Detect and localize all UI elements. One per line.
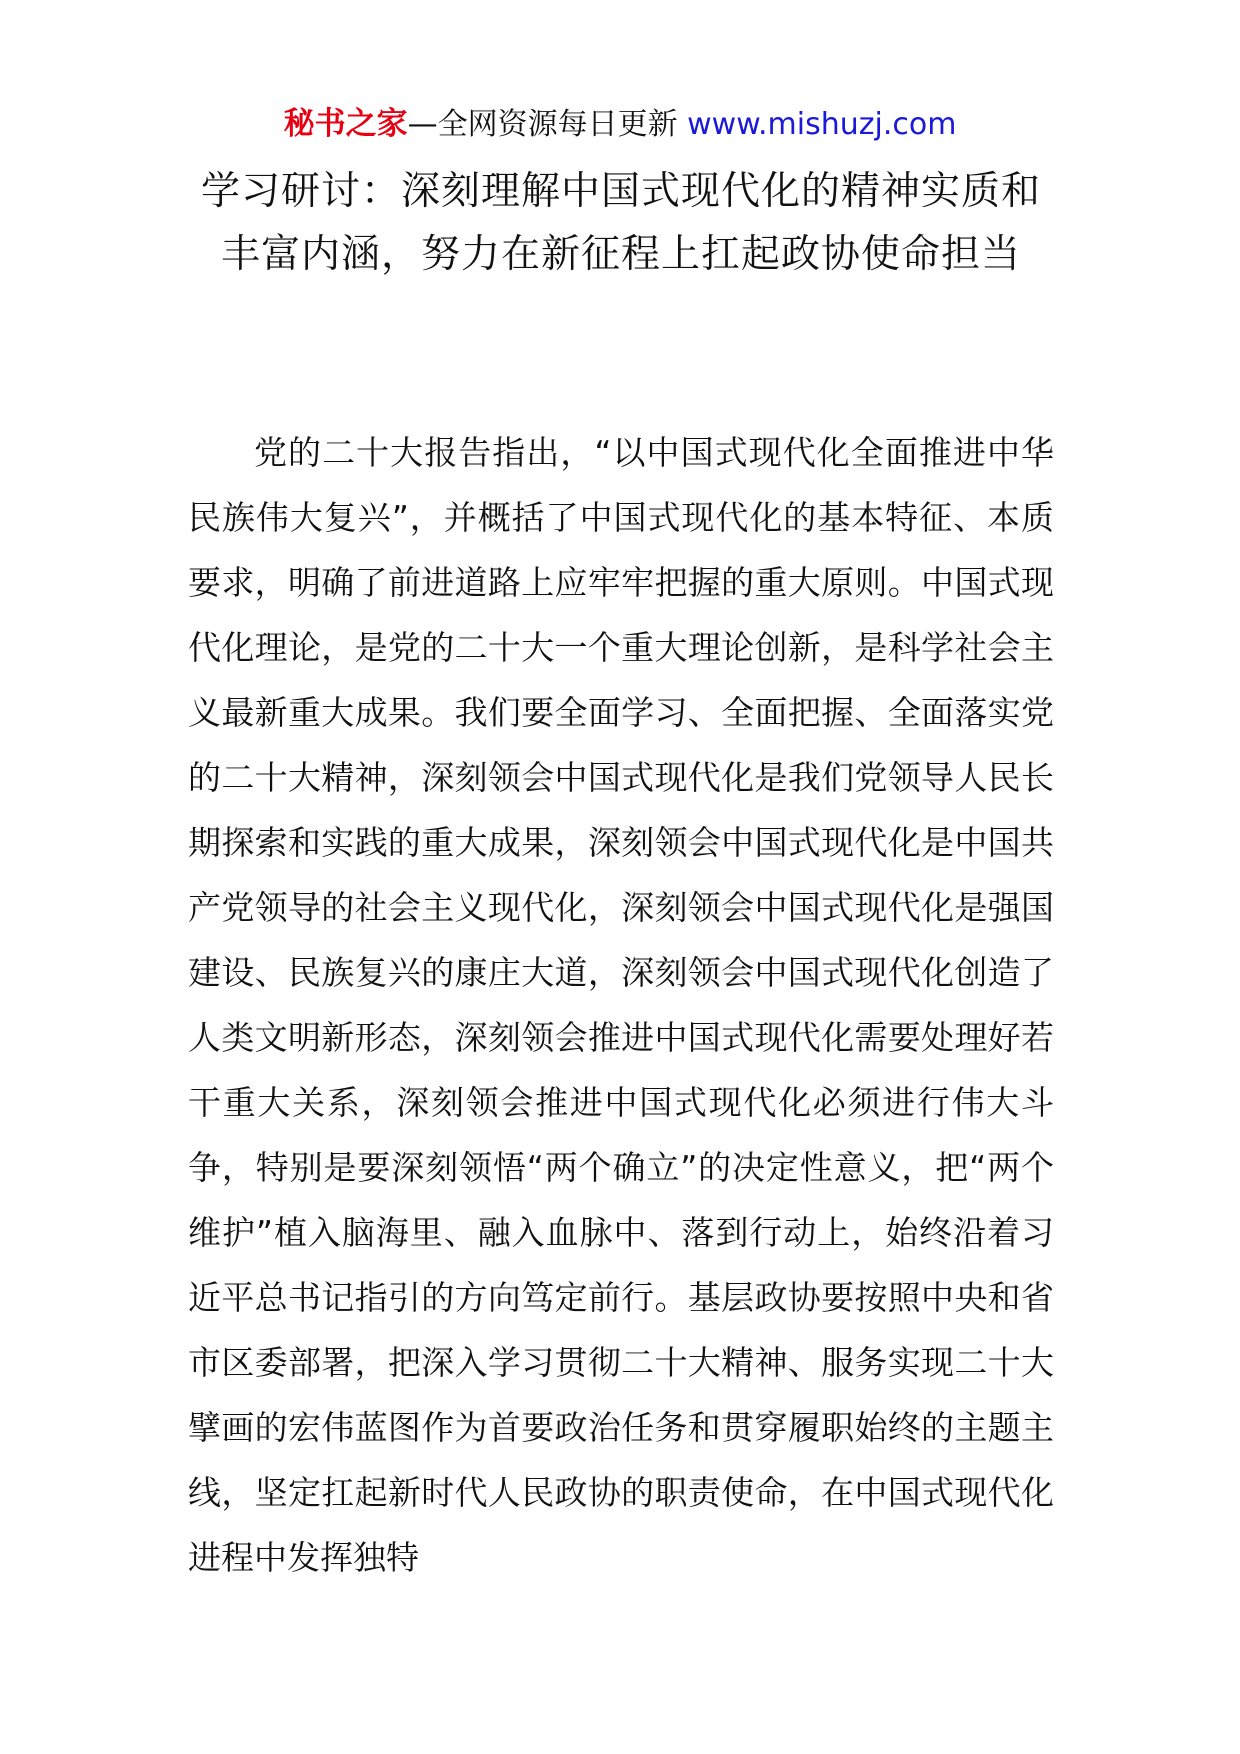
site-header bbox=[0, 100, 1240, 149]
brand-name: 秘书之家 bbox=[283, 106, 408, 142]
header-slogan: —全网资源每日更新 bbox=[407, 107, 688, 142]
body-paragraph: 党的二十大报告指出，“以中国式现代化全面推进中华民族伟大复兴”，并概括了中国式现代化的基本特征、本质要求，明确了前进道路上应牢牢把握的重大原则。中国式现代化理论，是党的二十大一个重大理论创新，是科学社会主义最新重大成果。我们要全面学习、全面把握、全面落实党的二十大精神，深刻领会中国式现代化是我们党领导人民长期探索和实践的重大成果，深刻领会中国式现代化是中国共产党领导的社会主义现代化，深刻领会中国式现代化是强国建设、民族复兴的康庄大道，深刻领会中国式现代化创造了人类文明新形态，深刻领会推进中国式现代化需要处理好若干重大关系，深刻领会推进中国式现代化必须进行伟大斗争，特别是要深刻领悟“两个确立”的决定性意义，把“两个维护”植入脑海里、融入血脉中、落到行动上，始终沿着习近平总书记指引的方向笃定前行。基层政协要按照中央和省市区委部署，把深入学习贯彻二十大精神、服务实现二十大擘画的宏伟蓝图作为首要政治任务和贯穿履职始终的主题主线，坚定扛起新时代人民政协的职责使命，在中国式现代化进程中发挥独特 bbox=[188, 433, 1054, 1577]
site-url-link[interactable]: www.mishuzj.com bbox=[687, 107, 957, 142]
document-title: 学习研讨：深刻理解中国式现代化的精神实质和丰富内涵，努力在新征程上扛起政协使命担当 bbox=[200, 169, 1041, 277]
